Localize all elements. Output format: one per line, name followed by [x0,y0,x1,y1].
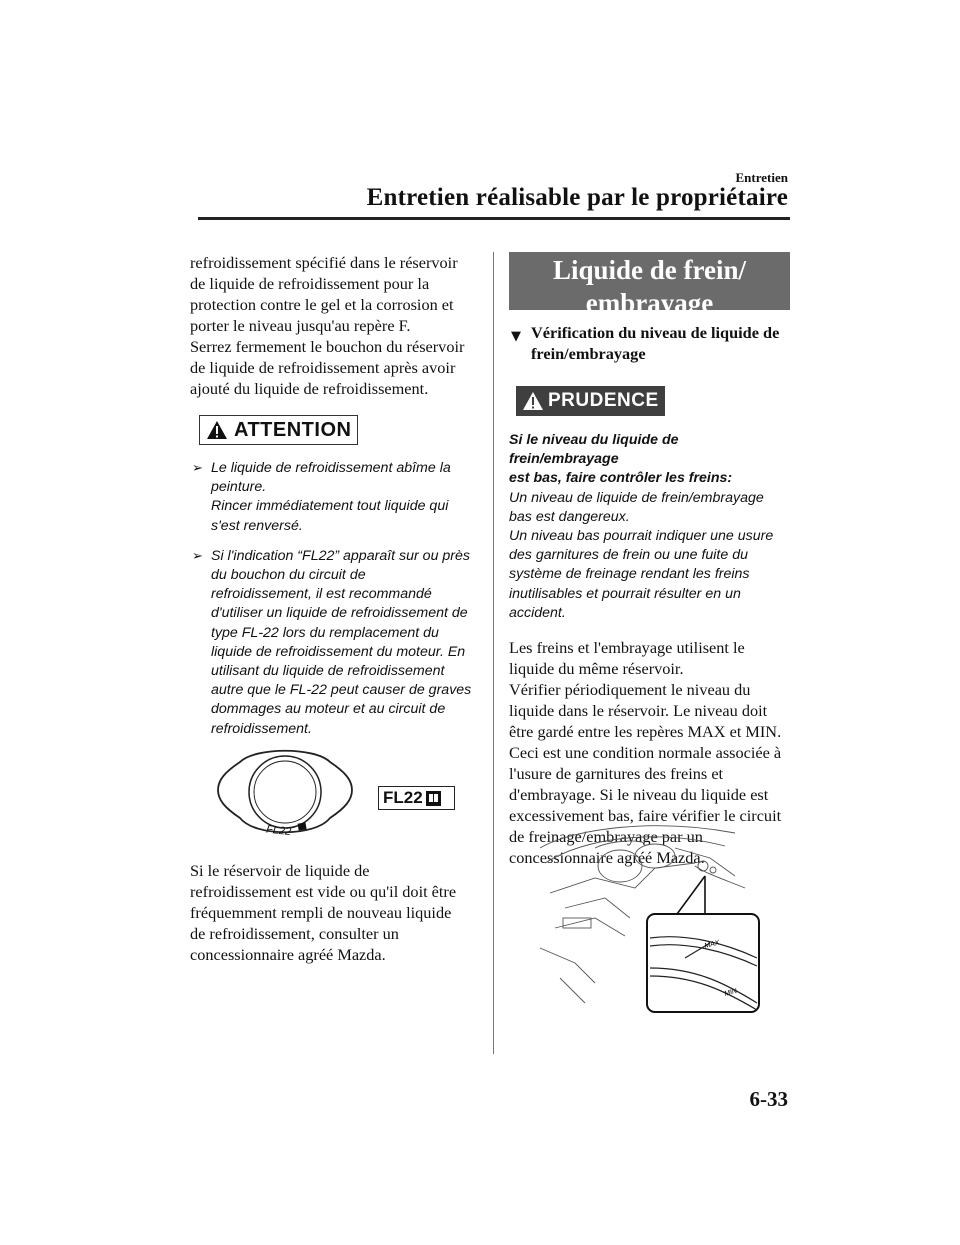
warning-icon [206,420,228,440]
column-divider [493,252,494,1054]
subsection-heading: ▼ Vérification du niveau de liquide de frein/embrayage [511,323,780,363]
brake-fluid-reservoir-illustration [535,818,770,1018]
header-rule [198,217,790,220]
section-banner: Liquide de frein/ embrayage [509,252,790,310]
header-section: Entretien [735,170,788,185]
attention-list [190,459,475,739]
attention-item: ➢ Le liquide de refroidissement abîme la peinture. Rincer immédiatement tout liquide qui s'est renversé. [192,460,451,534]
fl22-badge: FL22 [378,786,455,810]
caution-text: Si le niveau du liquide de frein/embrayage est bas, faire contrôler les freins: Un niveau de liquide de frein/embrayage bas est dangereux. Un niveau bas pourrait indiquer une usure des garnitures de frein ou une fuite du système de freinage rendant les freins inutilisables et pourrait résulter en un accident. [509,432,774,621]
prudence-label: PRUDENCE [516,386,665,416]
body-paragraph: Les freins et l'embrayage utilisent le liquide du même réservoir. Vérifier périodiquement le niveau du liquide dans le réservoir. Le niveau doit être gardé entre les repères MAX et MIN. Ceci est une condition normale associée à l'usure de garnitures des freins et d'embrayage. Si le niveau du liquide est excessivement bas, faire vérifier le circuit de freinage/embrayage par un concessionnaire agréé Mazda. [509,638,782,868]
attention-label: ATTENTION [199,415,358,445]
page-title: Entretien réalisable par le propriétaire [366,184,788,211]
min-mark-label: MIN [723,987,738,998]
outro-paragraph: Si le réservoir de liquide de refroidissement est vide ou qu'il doit être fréquemment rempli de nouveau liquide de refroidissement, consulter un concessionnaire agréé Mazda. [190,861,457,964]
page-number: 6-33 [749,1087,788,1111]
arrow-bullet-icon: ➢ [192,548,203,564]
right-column [509,252,791,868]
manual-book-icon [426,791,441,806]
max-mark-label: MAX [703,939,721,950]
warning-icon [522,391,544,411]
left-column [190,252,475,750]
cap-fl22-label: FL22 [265,823,292,839]
triangle-down-icon: ▼ [511,329,521,344]
intro-paragraph: refroidissement spécifié dans le réservoir de liquide de refroidissement pour la protection contre le gel et la corrosion et porter le niveau jusqu'au repère F. Serrez fermement le bouchon du réservoir de liquide de refroidissement après avoir ajouté du liquide de refroidissement. [190,253,465,398]
radiator-cap-illustration [210,742,360,842]
arrow-bullet-icon: ➢ [192,461,203,476]
attention-item: ➢ Si l'indication “FL22” apparaît sur ou près du bouchon du circuit de refroidissement, il est recommandé d'utiliser un liquide de refroidissement de type FL-22 lors du remplacement du liquide de refroidissement du moteur. En utilisant du liquide de refroidissement autre que le FL-22 peut causer de graves dommages au moteur et au circuit de refroidissement. [192,547,472,737]
